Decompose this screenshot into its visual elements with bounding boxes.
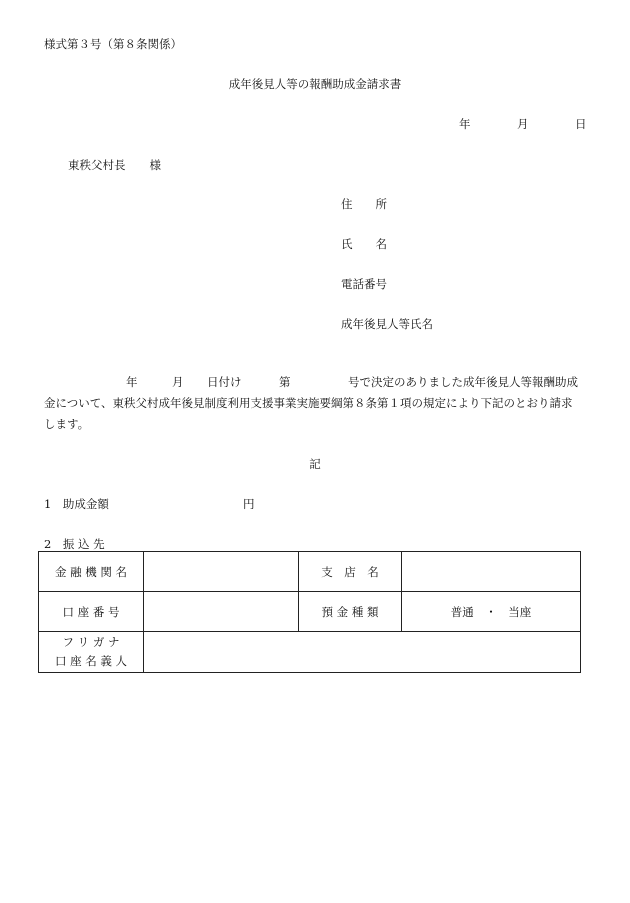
para-no-prefix: 第 bbox=[279, 375, 291, 389]
holder-label-cell bbox=[39, 632, 144, 673]
account-holder-label: 口 座 名 義 人 bbox=[54, 654, 128, 668]
section-transfer-destination: 2 振 込 先 bbox=[44, 537, 105, 551]
paragraph-line-2: 金について、東秩父村成年後見制度利用支援事業実施要綱第８条第１項の規定により下記のとおり請求 bbox=[44, 396, 573, 410]
branch-input[interactable] bbox=[402, 552, 581, 592]
account-number-input[interactable] bbox=[144, 592, 299, 632]
date-day-label: 日 bbox=[575, 117, 587, 131]
name-label: 氏 名 bbox=[341, 237, 387, 251]
section-grant-amount bbox=[44, 496, 255, 512]
document-title: 成年後見人等の報酬助成金請求書 bbox=[228, 77, 402, 91]
account-number-label: 口 座 番 号 bbox=[39, 592, 144, 632]
addressee-honorific: 様 bbox=[149, 158, 161, 172]
deposit-type-choice[interactable]: 普通 ・ 当座 bbox=[402, 592, 581, 632]
para-month: 月 bbox=[172, 375, 184, 389]
deposit-type-label: 預 金 種 類 bbox=[299, 592, 402, 632]
institution-label: 金 融 機 関 名 bbox=[39, 552, 144, 592]
form-number: 様式第３号（第８条関係） bbox=[44, 37, 182, 51]
addressee bbox=[68, 157, 161, 173]
ki-heading: 記 bbox=[309, 457, 321, 471]
addressee-name: 東秩父村長 bbox=[68, 158, 126, 172]
institution-input[interactable] bbox=[144, 552, 299, 592]
para-year: 年 bbox=[126, 375, 138, 389]
date-year-label: 年 bbox=[459, 117, 471, 131]
account-holder-input[interactable] bbox=[144, 632, 581, 673]
para-line1-rest: 号で決定のありました成年後見人等報酬助成 bbox=[348, 375, 578, 389]
yen-unit: 円 bbox=[243, 497, 255, 511]
phone-label: 電話番号 bbox=[341, 277, 387, 291]
request-paragraph bbox=[44, 372, 589, 435]
table-row bbox=[39, 632, 581, 673]
para-dated: 日付け bbox=[207, 375, 242, 389]
bank-account-table bbox=[38, 551, 581, 673]
branch-label: 支 店 名 bbox=[299, 552, 402, 592]
table-row bbox=[39, 552, 581, 592]
guardian-name-label: 成年後見人等氏名 bbox=[341, 317, 433, 331]
paragraph-line-1 bbox=[44, 372, 589, 393]
address-label: 住 所 bbox=[341, 197, 387, 211]
furigana-label: フ リ ガ ナ bbox=[62, 635, 120, 649]
grant-amount-label: 1 助成金額 bbox=[44, 497, 109, 511]
table-row bbox=[39, 592, 581, 632]
date-month-label: 月 bbox=[517, 117, 529, 131]
paragraph-line-3: します。 bbox=[44, 417, 90, 431]
